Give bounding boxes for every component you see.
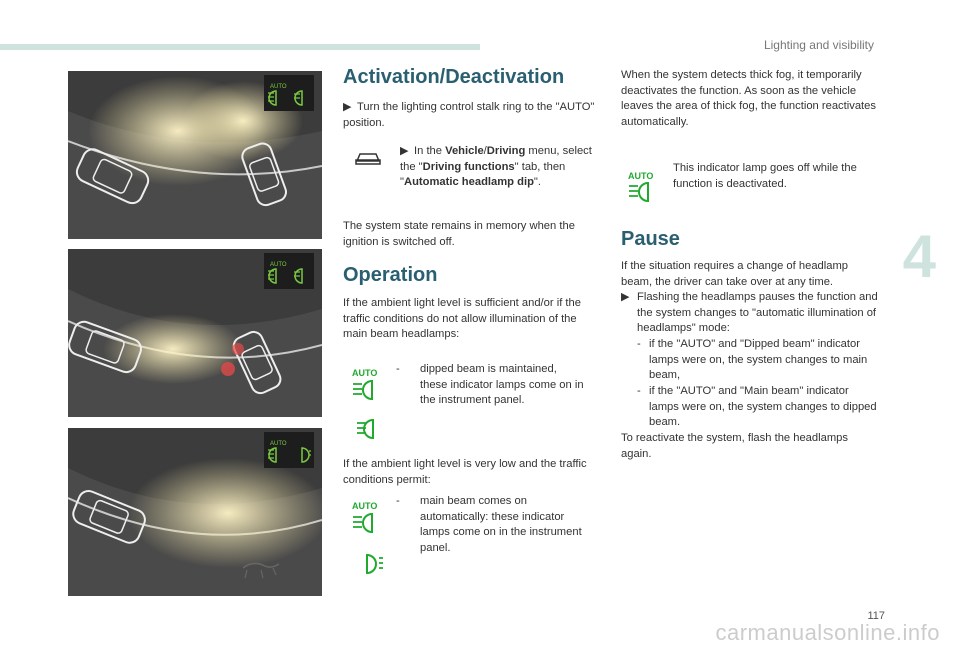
chapter-number: 4 <box>902 223 936 290</box>
page-number: 117 <box>867 610 885 622</box>
illustration-main-beam <box>68 428 322 596</box>
watermark: carmanualsonline.info <box>715 620 940 645</box>
svg-text:AUTO: AUTO <box>270 84 287 90</box>
indicator-badge <box>264 75 314 111</box>
svg-text:AUTO: AUTO <box>352 368 378 378</box>
operation-text: If the ambient light level is sufficient and/or if the traffic conditions do not allow illumination of the main beam headlamps: <box>343 297 581 340</box>
main-beam-text: main beam comes on automatically: these indicator lamps come on in the instrument panel. <box>420 495 582 554</box>
memory-text: The system state remains in memory when the ignition is switched off. <box>343 220 575 248</box>
dash-bullet: - <box>396 495 400 507</box>
arrow-bullet-icon: ▶ <box>343 101 352 113</box>
sub-item-2: - if the "AUTO" and "Main beam" indicator lamps were on, the system changes to dipped beam. <box>637 384 879 431</box>
dash-bullet: - <box>396 363 400 375</box>
main-beam-icon <box>355 553 385 575</box>
auto-dipped-icon <box>350 367 386 401</box>
sub-item-1: - if the "AUTO" and "Dipped beam" indicator lamps were on, the system changes to main beam, <box>637 337 879 384</box>
svg-text:AUTO: AUTO <box>628 171 654 181</box>
sub-item-1-text: if the "AUTO" and "Dipped beam" indicator lamps were on, the system changes to main beam, <box>649 338 868 381</box>
menu-driving: Driving <box>486 145 526 157</box>
svg-text:AUTO: AUTO <box>352 501 378 511</box>
menu-vehicle: Vehicle <box>445 145 484 157</box>
arrow-bullet-icon: ▶ <box>621 291 630 303</box>
header-accent-bar <box>0 44 480 50</box>
heading-operation: Operation <box>343 264 438 286</box>
function-automatic-headlamp-dip: Automatic headlamp dip <box>403 176 534 188</box>
step-turn-ring-text: Turn the lighting control stalk ring to the "AUTO" position. <box>343 101 595 129</box>
sub-item-2-text: if the "AUTO" and "Main beam" indicator lamps were on, the system changes to dipped beam. <box>649 385 877 428</box>
auto-lamp-off-icon <box>626 170 662 202</box>
arrow-bullet-icon: ▶ <box>400 145 409 157</box>
reactivate-text: To reactivate the system, flash the headlamps again. <box>621 432 848 460</box>
tail-light <box>221 362 235 376</box>
fog-text: When the system detects thick fog, it temporarily deactivates the function. As soon as the vehicle leaves the area of thick fog, the function reactivates automatically. <box>621 69 876 128</box>
lamp-off-text: This indicator lamp goes off while the function is deactivated. <box>673 162 857 190</box>
auto-main-icon <box>350 500 386 534</box>
svg-text:AUTO: AUTO <box>270 262 287 268</box>
section-title: Lighting and visibility <box>763 38 874 52</box>
car-menu-icon <box>354 146 382 168</box>
pause-text: If the situation requires a change of headlamp beam, the driver can take over at any time. <box>621 260 849 288</box>
flash-text: Flashing the headlamps pauses the function and the system changes to "automatic illumination of headlamps" mode: <box>637 291 878 334</box>
indicator-badge <box>264 432 314 468</box>
illustration-dipped-beam-2 <box>68 249 322 417</box>
low-light-text: If the ambient light level is very low and the traffic conditions permit: <box>343 458 587 486</box>
dipped-beam-text: dipped beam is maintained, these indicator lamps come on in the instrument panel. <box>420 363 584 406</box>
illustration-dipped-beam-1 <box>68 71 322 239</box>
tab-driving-functions: Driving functions <box>422 160 515 173</box>
step-menu: ▶ In the Vehicle/Driving menu, select the "Driving functions" tab, then "Automatic headlamp dip". <box>400 145 592 188</box>
dipped-beam-icon <box>355 418 385 440</box>
indicator-badge <box>264 253 314 289</box>
heading-activation: Activation/Deactivation <box>343 66 565 88</box>
heading-pause: Pause <box>621 228 680 250</box>
step-turn-ring <box>343 100 598 131</box>
flash-item <box>621 290 879 337</box>
main-beam-item <box>396 494 596 556</box>
svg-text:AUTO: AUTO <box>270 441 287 447</box>
dipped-beam-item <box>396 362 586 409</box>
